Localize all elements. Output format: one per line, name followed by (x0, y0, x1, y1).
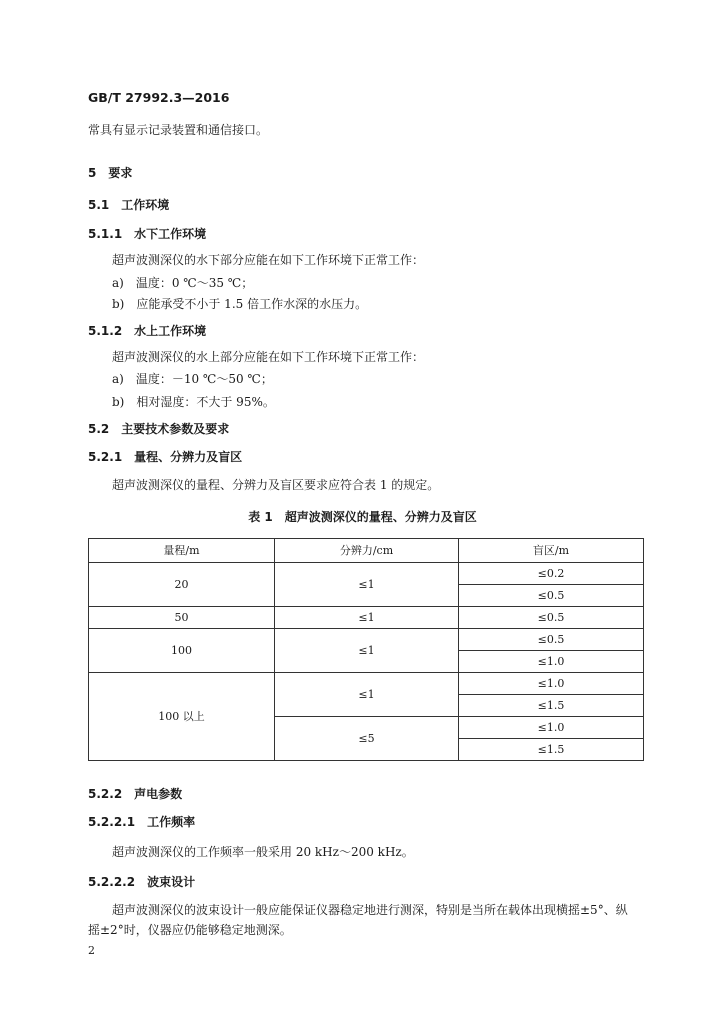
list-item-5-1-1-a: a) 温度：0 ℃～35 ℃； (112, 276, 254, 290)
resolution-cell: ≤5 (275, 717, 459, 761)
table-row (89, 563, 644, 585)
blind-zone-cell: ≤0.5 (459, 629, 644, 651)
resolution-cell: ≤1 (275, 607, 459, 629)
list-item-5-1-1-b: b) 应能承受不小于 1.5 倍工作水深的水压力。 (112, 297, 368, 311)
section-5-2-2-2-heading: 5.2.2.2 波束设计 (88, 875, 196, 889)
table-row (89, 673, 644, 695)
section-5-2-1-heading: 5.2.1 量程、分辨力及盲区 (88, 450, 243, 464)
table-header-row (89, 539, 644, 563)
table-row (89, 607, 644, 629)
specification-table (88, 538, 644, 761)
section-5-1-1-heading: 5.1.1 水下工作环境 (88, 227, 207, 241)
range-cell: 100 (89, 629, 275, 673)
section-5-1-heading: 5.1 工作环境 (88, 198, 170, 212)
table-caption: 表 1 超声波测深仪的量程、分辨力及盲区 (248, 510, 477, 524)
paragraph-5-2-2-2-line-1: 超声波测深仪的波束设计一般应能保证仪器稳定地进行测深，特别是当所在载体出现横摇±5°、纵 (112, 903, 628, 917)
paragraph-5-2-2-2-line-2: 摇±2°时，仪器应仍能够稳定地测深。 (88, 923, 292, 937)
section-5-2-heading: 5.2 主要技术参数及要求 (88, 422, 230, 436)
resolution-cell: ≤1 (275, 629, 459, 673)
standard-number: GB/T 27992.3—2016 (88, 90, 230, 105)
range-cell: 100 以上 (89, 673, 275, 761)
resolution-cell: ≤1 (275, 673, 459, 717)
paragraph-5-2-2-1: 超声波测深仪的工作频率一般采用 20 kHz～200 kHz。 (112, 845, 414, 859)
blind-zone-cell: ≤0.2 (459, 563, 644, 585)
section-5-heading: 5 要求 (88, 166, 133, 180)
blind-zone-cell: ≤1.5 (459, 695, 644, 717)
header-resolution: 分辨力/cm (275, 539, 459, 563)
blind-zone-cell: ≤1.0 (459, 717, 644, 739)
paragraph-5-2-1: 超声波测深仪的量程、分辨力及盲区要求应符合表 1 的规定。 (112, 478, 440, 492)
paragraph-5-1-1: 超声波测深仪的水下部分应能在如下工作环境下正常工作： (112, 253, 425, 267)
paragraph-5-1-2: 超声波测深仪的水上部分应能在如下工作环境下正常工作： (112, 350, 425, 364)
list-item-5-1-2-a: a) 温度：－10 ℃～50 ℃； (112, 372, 273, 386)
range-cell: 20 (89, 563, 275, 607)
header-range: 量程/m (89, 539, 275, 563)
intro-line: 常具有显示记录装置和通信接口。 (88, 123, 269, 137)
list-item-5-1-2-b: b) 相对湿度：不大于 95%。 (112, 395, 275, 409)
table-row (89, 629, 644, 651)
range-cell: 50 (89, 607, 275, 629)
page-number: 2 (88, 944, 95, 957)
header-blind-zone: 盲区/m (459, 539, 644, 563)
blind-zone-cell: ≤0.5 (459, 607, 644, 629)
blind-zone-cell: ≤0.5 (459, 585, 644, 607)
blind-zone-cell: ≤1.5 (459, 739, 644, 761)
blind-zone-cell: ≤1.0 (459, 651, 644, 673)
section-5-1-2-heading: 5.1.2 水上工作环境 (88, 324, 207, 338)
blind-zone-cell: ≤1.0 (459, 673, 644, 695)
resolution-cell: ≤1 (275, 563, 459, 607)
section-5-2-2-heading: 5.2.2 声电参数 (88, 787, 183, 801)
section-5-2-2-1-heading: 5.2.2.1 工作频率 (88, 815, 196, 829)
